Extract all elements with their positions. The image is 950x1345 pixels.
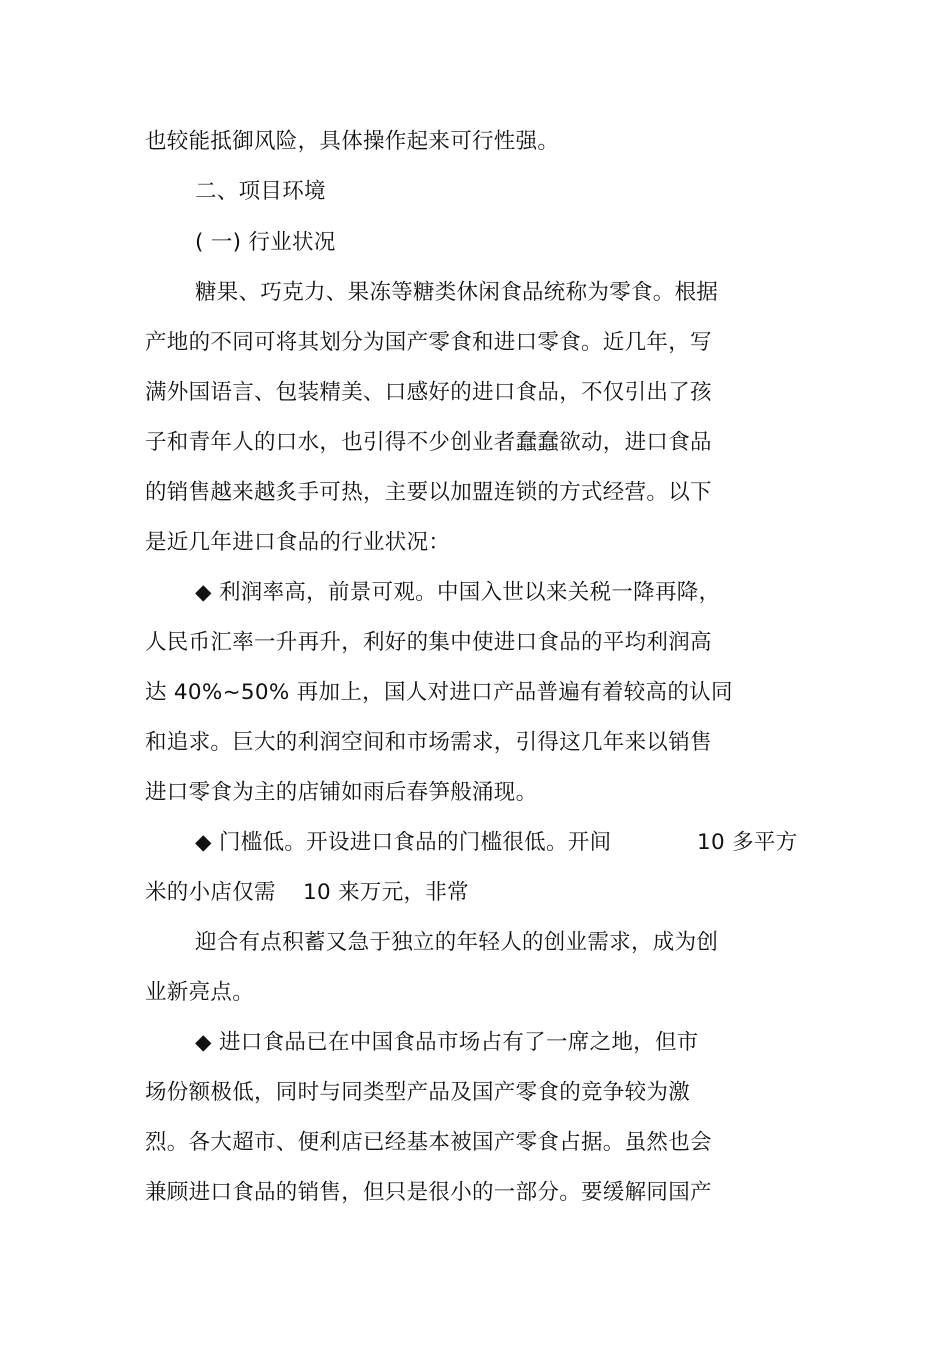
text-line: 场份额极低，同时与同类型产品及国产零食的竞争较为激 [145,1080,691,1105]
text-line: 产地的不同可将其划分为国产零食和进口零食。近几年，写 [145,330,712,355]
text-line: 满外国语言、包装精美、口感好的进口食品，不仅引出了孩 [145,380,712,405]
text-fragment: 米的小店仅需 [145,880,276,905]
text-line: 也较能抵御风险，具体操作起来可行性强。 [145,129,560,154]
text-fragment: 10 多平方 [697,830,798,855]
text-line: 和追求。巨大的利润空间和市场需求，引得这几年来以销售 [145,730,712,755]
text-line: 兼顾进口食品的销售，但只是很小的一部分。要缓解同国产 [145,1180,712,1205]
bullet-line: ◆ 门槛低。开设进口食品的门槛很低。开间 [195,830,612,855]
text-line: 人民币汇率一升再升，利好的集中使进口食品的平均利润高 [145,630,712,655]
text-line: 进口零食为主的店铺如雨后春笋般涌现。 [145,780,538,805]
text-line: 迎合有点积蓄又急于独立的年轻人的创业需求，成为创 [195,930,719,955]
subsection-heading: ( 一) 行业状况 [195,230,336,255]
text-line: 子和青年人的口水，也引得不少创业者蠢蠢欲动，进口食品 [145,430,712,455]
text-line: 的销售越来越炙手可热，主要以加盟连锁的方式经营。以下 [145,480,712,505]
bullet-line: ◆ 利润率高，前景可观。中国入世以来关税一降再降， [195,580,721,605]
text-line: 烈。各大超市、便利店已经基本被国产零食占据。虽然也会 [145,1130,712,1155]
text-fragment: 10 来万元，非常 [303,880,469,905]
text-line: 业新亮点。 [145,980,255,1005]
text-line: 糖果、巧克力、果冻等糖类休闲食品统称为零食。根据 [195,280,719,305]
text-line: 是近几年进口食品的行业状况： [145,530,451,555]
text-line: 达 40%~50% 再加上，国人对进口产品普遍有着较高的认同 [145,680,733,705]
section-heading: 二、项目环境 [195,179,326,204]
bullet-line: ◆ 进口食品已在中国食品市场占有了一席之地，但市 [195,1030,699,1055]
